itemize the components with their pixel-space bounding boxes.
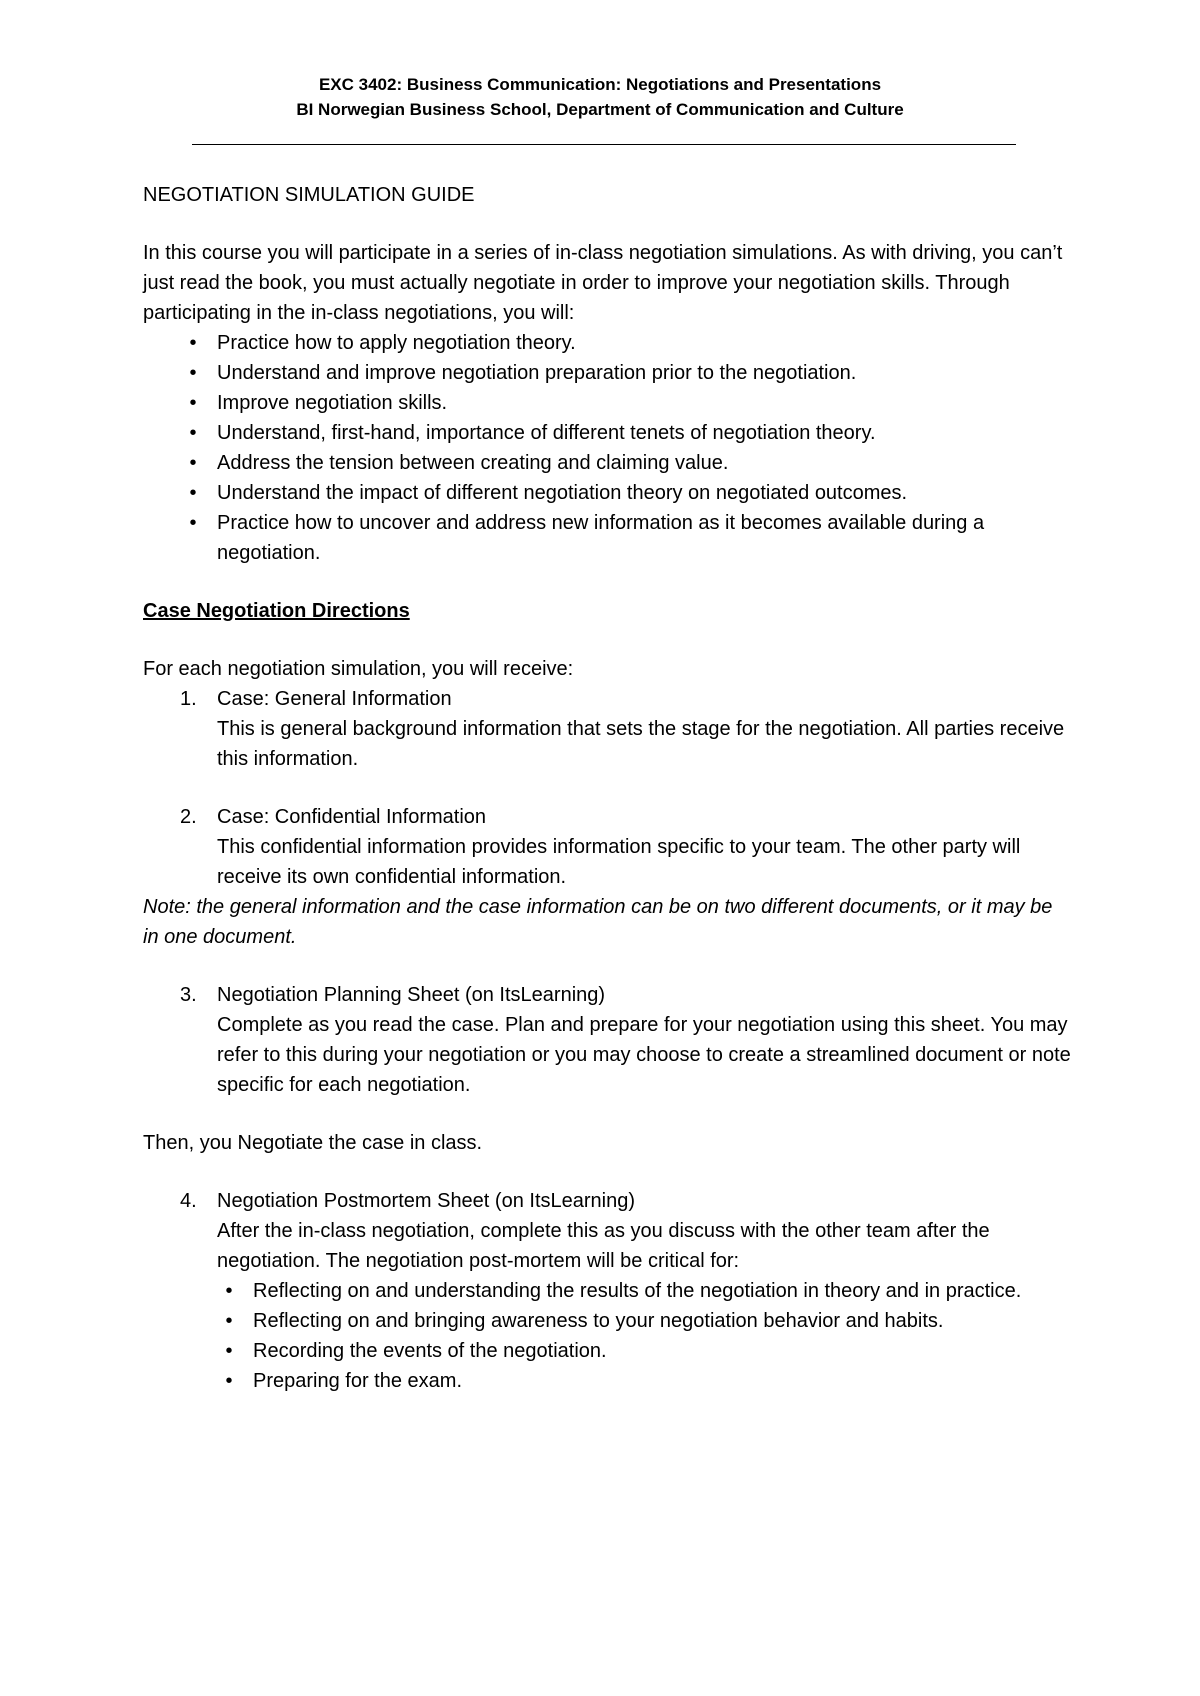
intro-paragraph: In this course you will participate in a series of in-class negotiation simulations. As with driving, you can’t just read the book, you must actually negotiate in order to improve your negotiation skills. Through participating in the in-class negotiations, you will: (143, 242, 1063, 324)
step-number: 3. (180, 984, 197, 1006)
step-item (143, 980, 1073, 1100)
step-title: Case: General Information (217, 688, 452, 710)
bullet-icon: • (225, 1370, 233, 1392)
list-item: • Understand and improve negotiation preparation prior to the negotiation. (143, 358, 1073, 388)
steps-list-continued (143, 980, 1073, 1100)
step-number: 1. (180, 688, 197, 710)
list-item: • Preparing for the exam. (217, 1366, 1073, 1396)
document-body (143, 180, 1073, 1396)
step-item (143, 684, 1073, 774)
steps-list-final (143, 1186, 1073, 1396)
step-description: This confidential information provides information specific to your team. The other party will receive its own confidential information. (217, 836, 1021, 888)
list-item: • Reflecting on and understanding the results of the negotiation in theory and in practice. (217, 1276, 1073, 1306)
list-item: • Understand the impact of different negotiation theory on negotiated outcomes. (143, 478, 1073, 508)
step-description: Complete as you read the case. Plan and prepare for your negotiation using this sheet. You may refer to this during your negotiation or you may choose to create a streamlined document or note specific for each negotiation. (217, 1014, 1071, 1096)
bullet-icon: • (225, 1310, 233, 1332)
step-title: Negotiation Planning Sheet (on ItsLearning) (217, 984, 606, 1006)
goals-list (143, 328, 1073, 568)
institution-line: BI Norwegian Business School, Department of Communication and Culture (296, 100, 904, 119)
header-divider (192, 144, 1016, 145)
course-title: EXC 3402: Business Communication: Negotiations and Presentations (318, 75, 882, 94)
bullet-icon: • (225, 1340, 233, 1362)
bullet-icon: • (189, 422, 197, 444)
step-number: 4. (180, 1190, 197, 1212)
step-title: Negotiation Postmortem Sheet (on ItsLearning) (217, 1190, 635, 1212)
page-title: NEGOTIATION SIMULATION GUIDE (143, 184, 475, 206)
step-number: 2. (180, 806, 197, 828)
step-item (143, 1186, 1073, 1396)
note-text: Note: the general information and the case information can be on two different documents, or it may be in one document. (143, 896, 1053, 948)
bullet-icon: • (189, 482, 197, 504)
bullet-icon: • (189, 392, 197, 414)
bullet-icon: • (189, 362, 197, 384)
step-description: This is general background information that sets the stage for the negotiation. All parties receive this information. (217, 718, 1065, 770)
bullet-icon: • (189, 512, 197, 534)
bullet-icon: • (225, 1280, 233, 1302)
list-item: • Understand, first-hand, importance of different tenets of negotiation theory. (143, 418, 1073, 448)
step-description: After the in-class negotiation, complete this as you discuss with the other team after the negotiation. The negotiation post-mortem will be critical for: (217, 1220, 990, 1272)
bullet-icon: • (189, 452, 197, 474)
step-item (143, 802, 1073, 892)
list-item: • Reflecting on and bringing awareness to your negotiation behavior and habits. (217, 1306, 1073, 1336)
section-heading: Case Negotiation Directions (143, 600, 410, 622)
step-title: Case: Confidential Information (217, 806, 487, 828)
list-item: • Address the tension between creating and claiming value. (143, 448, 1073, 478)
bullet-icon: • (189, 332, 197, 354)
list-item: • Practice how to uncover and address new information as it becomes available during a negotiation. (143, 508, 1073, 568)
steps-list (143, 684, 1073, 892)
document-header (0, 72, 1200, 122)
postmortem-list (217, 1276, 1073, 1396)
then-text: Then, you Negotiate the case in class. (143, 1132, 483, 1154)
list-item: • Practice how to apply negotiation theory. (143, 328, 1073, 358)
list-item: • Improve negotiation skills. (143, 388, 1073, 418)
receive-intro: For each negotiation simulation, you will receive: (143, 658, 574, 680)
list-item: • Recording the events of the negotiation. (217, 1336, 1073, 1366)
